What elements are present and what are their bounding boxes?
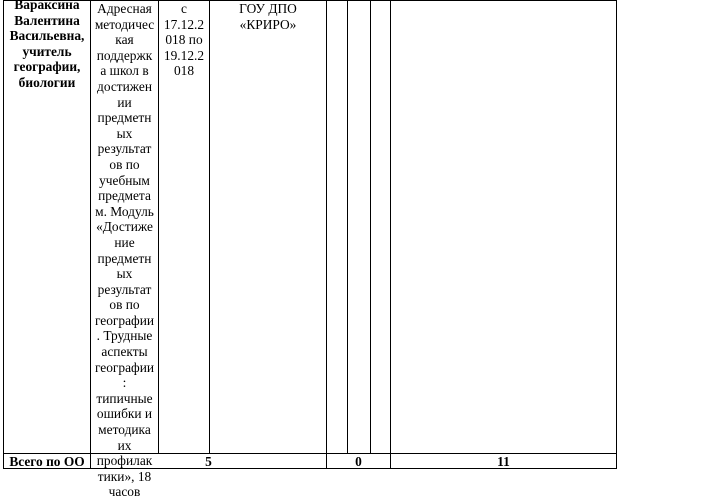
totals-courses-value: 5 <box>205 454 212 469</box>
course-line: методика <box>98 422 151 438</box>
col-border-6 <box>370 0 371 454</box>
course-line: географии <box>94 359 155 375</box>
dates-line: 19.12.2 <box>163 47 205 63</box>
course-line: кая <box>115 32 134 48</box>
dates-cell <box>159 1 209 79</box>
course-line: Адресная <box>97 1 152 16</box>
course-line: м. Модуль <box>95 203 154 219</box>
course-line: аспекты <box>101 344 148 360</box>
course-line: ов по <box>109 297 140 313</box>
course-line: а школ в <box>100 63 149 79</box>
course-line: ых <box>116 266 133 282</box>
totals-zero-value: 0 <box>355 454 362 469</box>
course-line: результат <box>97 281 152 297</box>
course-line: ов по <box>109 156 140 172</box>
course-line: результат <box>97 141 152 157</box>
col-border-3 <box>209 0 210 454</box>
teacher-cell <box>4 0 90 91</box>
teacher-line: учитель <box>22 43 72 59</box>
teacher-line: Васильевна, <box>9 28 85 44</box>
col-border-7 <box>390 0 391 469</box>
dates-line: 17.12.2 <box>163 16 205 32</box>
teacher-line: Вараксина <box>14 0 80 12</box>
course-line: : <box>122 375 127 391</box>
course-line: часов <box>108 484 141 500</box>
course-line: ых <box>116 125 133 141</box>
course-line: профилак <box>96 453 153 469</box>
dates-line: 018 <box>173 63 195 79</box>
course-line: предметн <box>97 110 152 126</box>
totals-label: Всего по ОО <box>9 454 85 469</box>
teacher-line: географии, <box>13 59 81 75</box>
organization-line: ГОУ ДПО <box>239 1 297 16</box>
col-border-4 <box>326 0 327 469</box>
totals-total-value: 11 <box>497 454 510 469</box>
teacher-line: биологии <box>18 74 76 90</box>
dates-line: 018 по <box>165 32 203 48</box>
course-line: тики», 18 <box>97 468 152 484</box>
organization-cell <box>210 1 326 32</box>
col-border-5 <box>347 0 348 454</box>
course-line: предмета <box>98 188 151 204</box>
course-line: поддержк <box>96 47 153 63</box>
course-line: ошибки и <box>96 406 153 422</box>
course-line: «Достиже <box>96 219 153 235</box>
course-line: типичные <box>96 390 153 406</box>
course-line: ние <box>114 234 135 250</box>
course-line: достижен <box>97 78 152 94</box>
teacher-line: Валентина <box>14 12 80 28</box>
course-line: географии <box>94 312 155 328</box>
course-line: предметн <box>97 250 152 266</box>
col-border-8 <box>616 0 617 469</box>
course-line: их <box>117 437 132 453</box>
dates-line: с <box>181 1 187 16</box>
organization-line: «КРИРО» <box>239 16 297 32</box>
course-line: учебным <box>99 172 150 188</box>
course-cell <box>91 1 158 500</box>
course-line: методичес <box>94 16 155 32</box>
course-line: ии <box>117 94 132 110</box>
course-line: . Трудные <box>96 328 153 344</box>
